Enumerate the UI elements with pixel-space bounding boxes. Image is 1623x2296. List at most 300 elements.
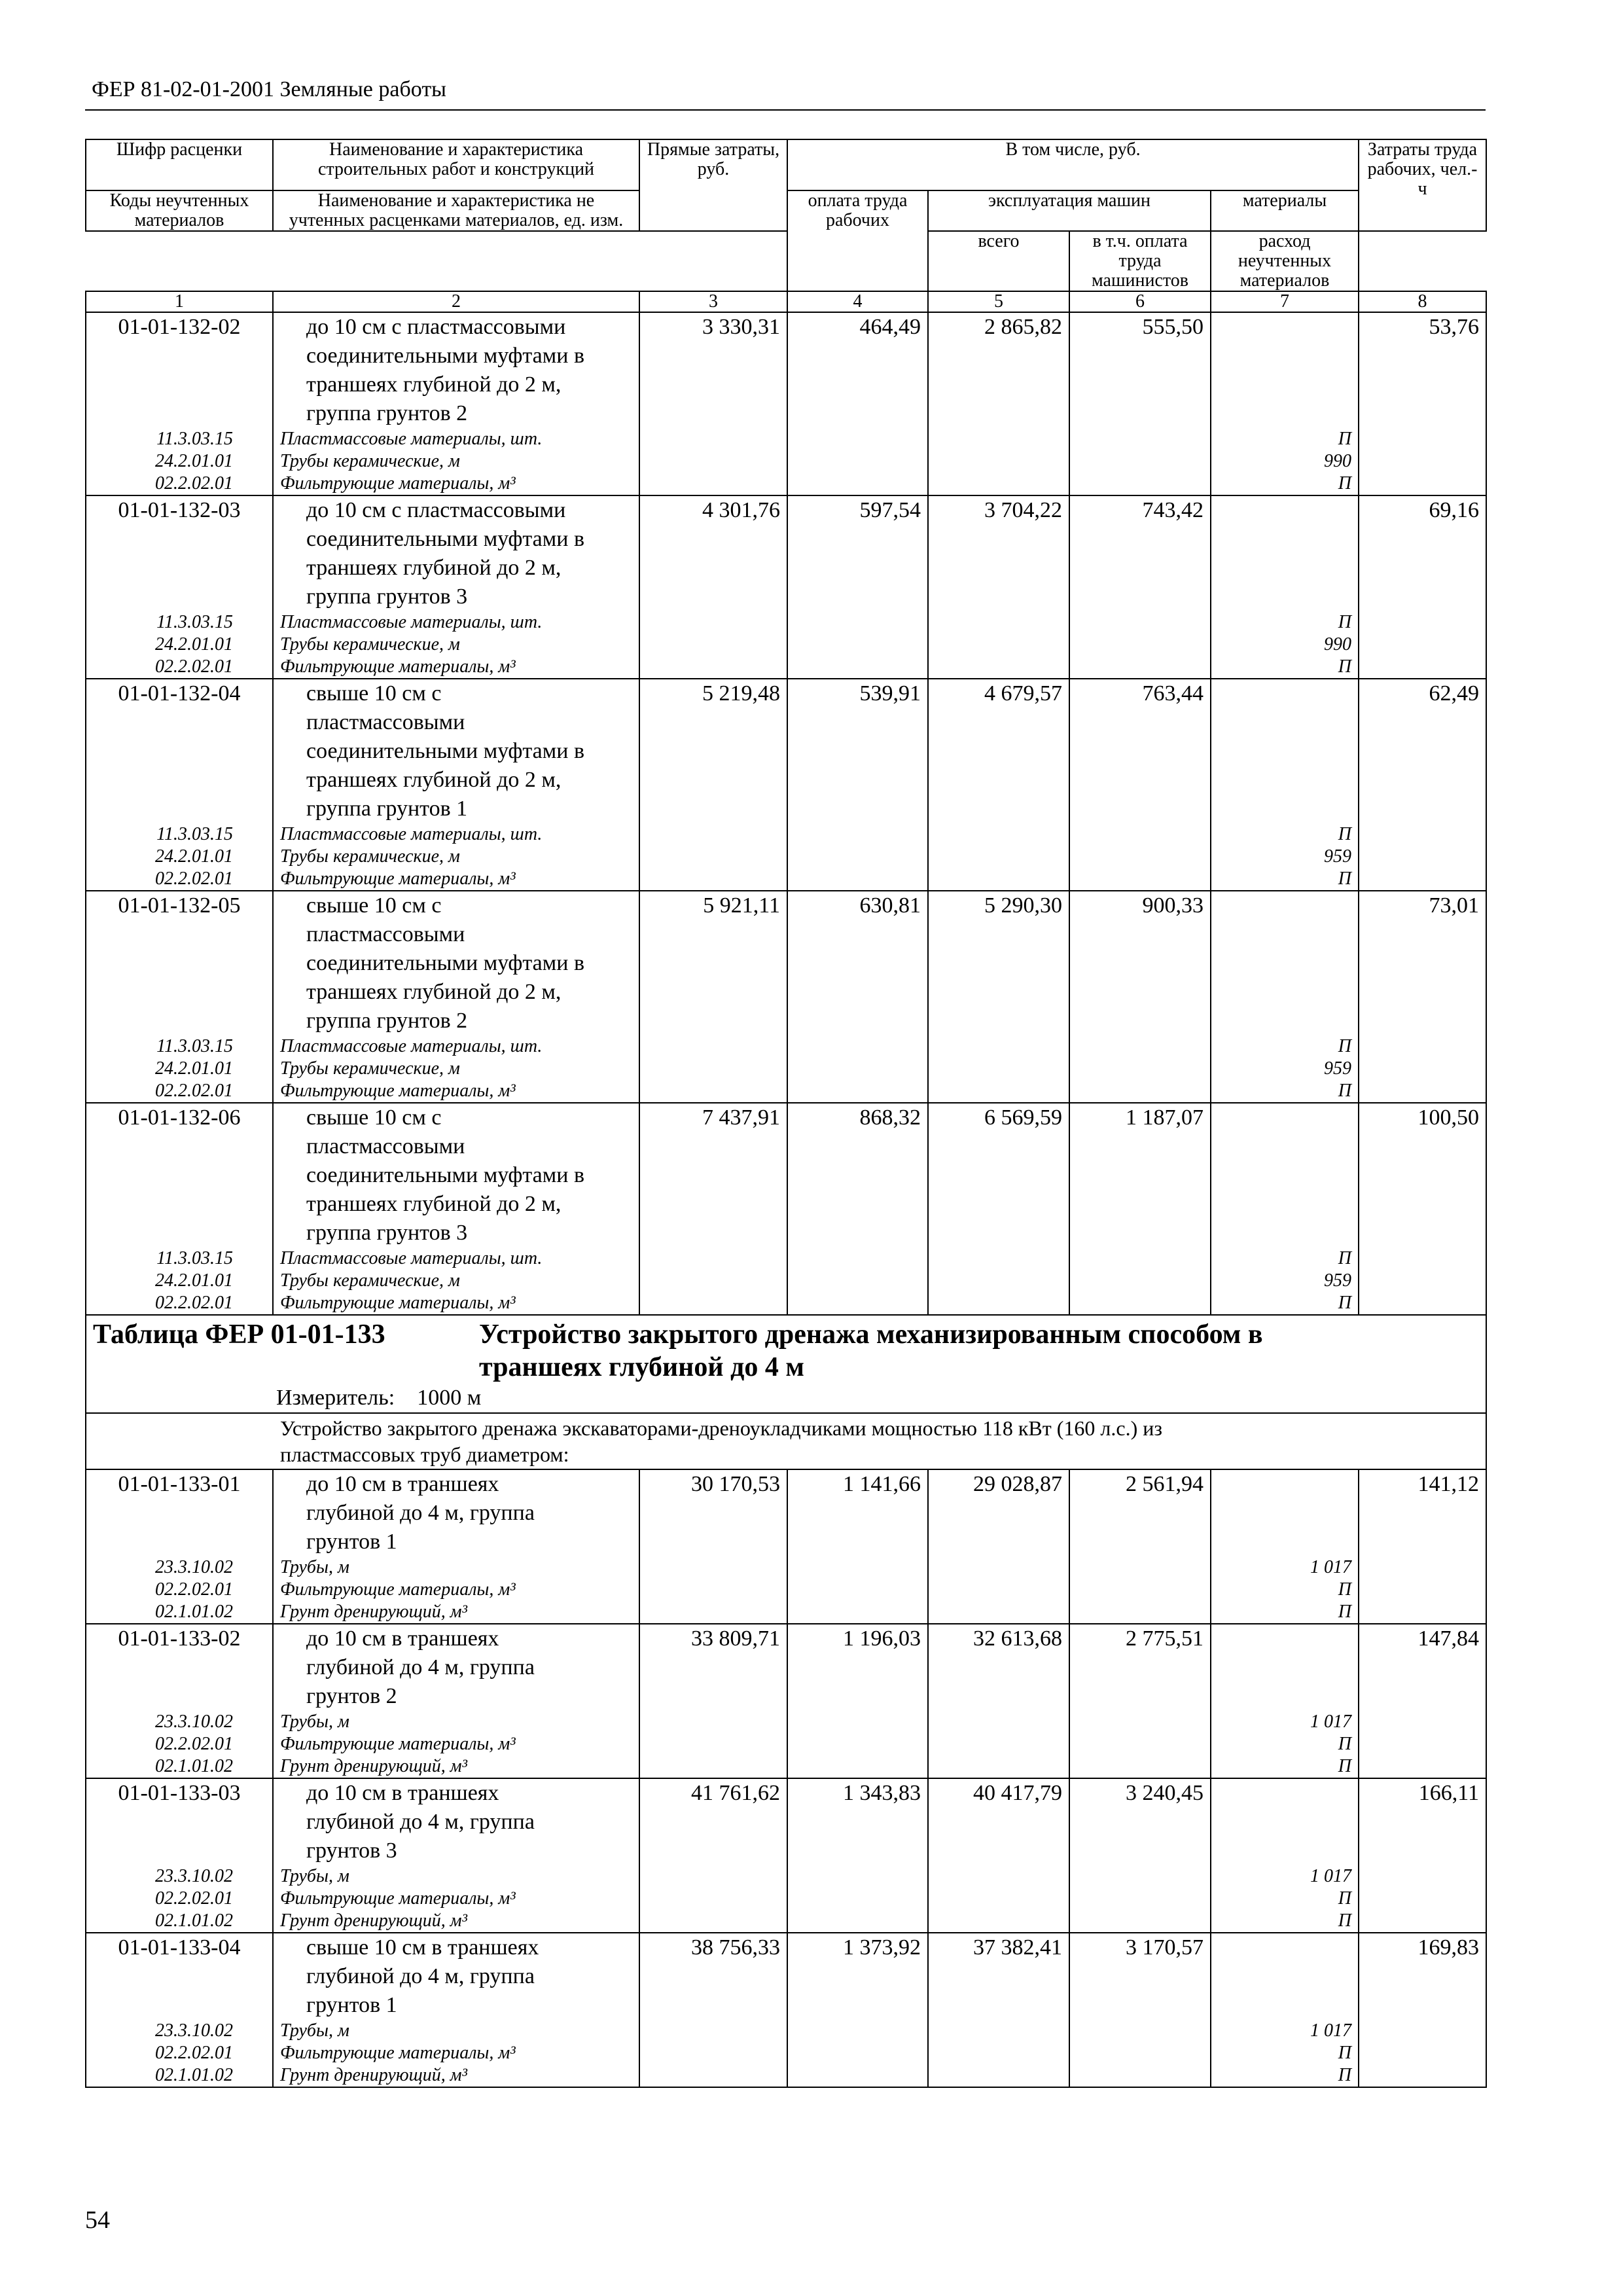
empty-cell xyxy=(639,2020,787,2042)
material-code: 24.2.01.01 xyxy=(86,1270,273,1292)
table-header xyxy=(86,139,1486,312)
material-quantity: П xyxy=(1211,1579,1359,1601)
machinists-pay-value: 900,33 xyxy=(1069,891,1211,1035)
direct-costs-value: 5 921,11 xyxy=(639,891,787,1035)
material-quantity: 1 017 xyxy=(1211,2020,1359,2042)
material-quantity: П xyxy=(1211,2064,1359,2087)
material-row xyxy=(86,1270,1486,1292)
direct-costs-value: 3 330,31 xyxy=(639,312,787,428)
worker-pay-value: 597,54 xyxy=(787,495,928,611)
rate-code: 01-01-133-04 xyxy=(86,1933,273,2020)
material-name: Пластмассовые материалы, шт. xyxy=(273,1247,639,1270)
empty-cell xyxy=(1359,1601,1486,1624)
empty-cell xyxy=(1359,1247,1486,1270)
empty-cell xyxy=(1359,2064,1486,2087)
direct-costs-value: 7 437,91 xyxy=(639,1103,787,1247)
rate-description-line: соединительными муфтами в xyxy=(306,527,585,551)
empty-cell xyxy=(1359,1556,1486,1579)
empty-cell xyxy=(787,1910,928,1933)
rate-description-line: группа грунтов 1 xyxy=(306,797,468,821)
material-code: 02.2.02.01 xyxy=(86,1080,273,1103)
empty-cell xyxy=(928,428,1069,450)
page-number: 54 xyxy=(85,2206,110,2234)
labor-hours-value: 73,01 xyxy=(1359,891,1486,1035)
material-quantity: П xyxy=(1211,1910,1359,1933)
material-name: Грунт дренирующий, м³ xyxy=(273,1910,639,1933)
material-quantity: П xyxy=(1211,611,1359,634)
empty-cell xyxy=(928,1888,1069,1910)
unaccounted-materials-cell xyxy=(1211,495,1359,611)
empty-cell xyxy=(1359,1058,1486,1080)
empty-cell xyxy=(787,1247,928,1270)
empty-cell xyxy=(1359,611,1486,634)
labor-hours-value: 141,12 xyxy=(1359,1469,1486,1556)
empty-cell xyxy=(928,1292,1069,1315)
empty-cell xyxy=(1069,450,1211,473)
empty-cell xyxy=(928,1247,1069,1270)
material-quantity: 1 017 xyxy=(1211,1556,1359,1579)
material-code: 02.1.01.02 xyxy=(86,1910,273,1933)
material-row xyxy=(86,1601,1486,1624)
rate-description xyxy=(273,679,639,823)
empty-cell xyxy=(787,1601,928,1624)
rate-row xyxy=(86,312,1486,428)
material-row xyxy=(86,2020,1486,2042)
material-row xyxy=(86,1035,1486,1058)
material-name: Пластмассовые материалы, шт. xyxy=(273,428,639,450)
machinists-pay-value: 555,50 xyxy=(1069,312,1211,428)
unaccounted-materials-cell xyxy=(1211,679,1359,823)
material-quantity: 959 xyxy=(1211,1270,1359,1292)
column-number: 5 xyxy=(928,291,1069,312)
header-machines: эксплуатация машин xyxy=(928,190,1211,231)
direct-costs-value: 33 809,71 xyxy=(639,1624,787,1711)
machinists-pay-value: 3 240,45 xyxy=(1069,1778,1211,1865)
empty-cell xyxy=(639,1865,787,1888)
empty-cell xyxy=(787,634,928,656)
rate-code: 01-01-133-03 xyxy=(86,1778,273,1865)
empty-cell xyxy=(1359,1292,1486,1315)
header-machinists-pay: в т.ч. оплата труда машинистов xyxy=(1069,231,1211,291)
empty-cell xyxy=(787,2020,928,2042)
material-name: Фильтрующие материалы, м³ xyxy=(273,2042,639,2064)
section-table-label: Таблица ФЕР 01-01-133 xyxy=(93,1319,385,1350)
material-row xyxy=(86,2042,1486,2064)
empty-cell xyxy=(928,1910,1069,1933)
unaccounted-materials-cell xyxy=(1211,1103,1359,1247)
unaccounted-materials-cell xyxy=(1211,1469,1359,1556)
rate-description xyxy=(273,1469,639,1556)
rate-code: 01-01-133-01 xyxy=(86,1469,273,1556)
material-code: 02.2.02.01 xyxy=(86,868,273,891)
empty-cell xyxy=(1359,1910,1486,1933)
material-code: 24.2.01.01 xyxy=(86,846,273,868)
material-quantity: 1 017 xyxy=(1211,1711,1359,1733)
empty-cell xyxy=(639,611,787,634)
material-name: Фильтрующие материалы, м³ xyxy=(273,1733,639,1755)
rate-description-line: траншеях глубиной до 2 м, xyxy=(306,556,562,580)
material-code: 11.3.03.15 xyxy=(86,823,273,846)
empty-cell xyxy=(1359,823,1486,846)
header-materials: материалы xyxy=(1211,190,1359,231)
header-unaccounted-materials: расход неучтенных материалов xyxy=(1211,231,1359,291)
material-quantity: 959 xyxy=(1211,846,1359,868)
rate-description-line: глубиной до 4 м, группа xyxy=(306,1810,535,1834)
rates-group-133 xyxy=(86,1469,1486,2087)
empty-cell xyxy=(787,1733,928,1755)
column-number: 4 xyxy=(787,291,928,312)
rate-description-line: траншеях глубиной до 2 м, xyxy=(306,372,562,397)
empty-cell xyxy=(639,1292,787,1315)
material-code: 02.2.02.01 xyxy=(86,473,273,495)
material-name: Фильтрующие материалы, м³ xyxy=(273,1888,639,1910)
column-number: 7 xyxy=(1211,291,1359,312)
empty-cell xyxy=(1069,868,1211,891)
empty-cell xyxy=(639,634,787,656)
empty-cell xyxy=(928,868,1069,891)
rate-code: 01-01-132-04 xyxy=(86,679,273,823)
empty-cell xyxy=(928,1579,1069,1601)
material-code: 23.3.10.02 xyxy=(86,1556,273,1579)
rate-row xyxy=(86,1624,1486,1711)
empty-cell xyxy=(639,1755,787,1778)
material-name: Грунт дренирующий, м³ xyxy=(273,1601,639,1624)
material-code: 02.1.01.02 xyxy=(86,1601,273,1624)
material-quantity: П xyxy=(1211,868,1359,891)
material-row xyxy=(86,1888,1486,1910)
labor-hours-value: 100,50 xyxy=(1359,1103,1486,1247)
empty-cell xyxy=(1359,2020,1486,2042)
header-work-name: Наименование и характеристика строительных работ и конструкций xyxy=(273,139,639,190)
rate-description xyxy=(273,1933,639,2020)
material-quantity: П xyxy=(1211,1888,1359,1910)
header-worker-pay: оплата труда рабочих xyxy=(787,190,928,291)
material-name: Фильтрующие материалы, м³ xyxy=(273,1579,639,1601)
section-133-header xyxy=(86,1315,1486,1469)
material-row xyxy=(86,1865,1486,1888)
empty-cell xyxy=(787,823,928,846)
empty-cell xyxy=(639,1579,787,1601)
empty-cell xyxy=(928,2042,1069,2064)
machinists-pay-value: 743,42 xyxy=(1069,495,1211,611)
labor-hours-value: 53,76 xyxy=(1359,312,1486,428)
empty-cell xyxy=(787,1058,928,1080)
empty-cell xyxy=(1359,1755,1486,1778)
empty-cell xyxy=(639,2064,787,2087)
header-rule xyxy=(85,109,1486,111)
direct-costs-value: 41 761,62 xyxy=(639,1778,787,1865)
measure-label: Измеритель: xyxy=(276,1386,395,1410)
material-code: 24.2.01.01 xyxy=(86,634,273,656)
rate-description xyxy=(273,1624,639,1711)
material-row xyxy=(86,2064,1486,2087)
material-quantity: П xyxy=(1211,2042,1359,2064)
material-code: 02.1.01.02 xyxy=(86,2064,273,2087)
empty-cell xyxy=(787,2042,928,2064)
empty-cell xyxy=(1069,1080,1211,1103)
empty-cell xyxy=(639,1888,787,1910)
material-name: Фильтрующие материалы, м³ xyxy=(273,656,639,679)
empty-cell xyxy=(928,634,1069,656)
material-quantity: П xyxy=(1211,1601,1359,1624)
material-row xyxy=(86,1579,1486,1601)
empty-cell xyxy=(928,656,1069,679)
empty-cell xyxy=(1069,656,1211,679)
direct-costs-value: 4 301,76 xyxy=(639,495,787,611)
rate-row xyxy=(86,1778,1486,1865)
rate-description-line: грунтов 1 xyxy=(306,1530,397,1554)
empty-cell xyxy=(787,1865,928,1888)
worker-pay-value: 1 196,03 xyxy=(787,1624,928,1711)
machinists-pay-value: 2 775,51 xyxy=(1069,1624,1211,1711)
rate-description xyxy=(273,312,639,428)
material-quantity: П xyxy=(1211,473,1359,495)
rate-description-line: соединительными муфтами в xyxy=(306,951,585,975)
material-row xyxy=(86,1733,1486,1755)
empty-cell xyxy=(1359,1865,1486,1888)
empty-cell xyxy=(787,1035,928,1058)
direct-costs-value: 38 756,33 xyxy=(639,1933,787,2020)
rate-description-line: свыше 10 см с xyxy=(306,681,442,706)
material-code: 02.2.02.01 xyxy=(86,1579,273,1601)
worker-pay-value: 630,81 xyxy=(787,891,928,1035)
rate-row xyxy=(86,1103,1486,1247)
empty-cell xyxy=(928,450,1069,473)
material-name: Фильтрующие материалы, м³ xyxy=(273,1080,639,1103)
material-row xyxy=(86,1292,1486,1315)
labor-hours-value: 69,16 xyxy=(1359,495,1486,611)
empty-cell xyxy=(1069,2020,1211,2042)
machinists-pay-value: 2 561,94 xyxy=(1069,1469,1211,1556)
empty-cell xyxy=(639,868,787,891)
empty-cell xyxy=(1069,611,1211,634)
section-title-line2: траншеях глубиной до 4 м xyxy=(479,1352,804,1382)
empty-cell xyxy=(639,1733,787,1755)
material-code: 11.3.03.15 xyxy=(86,428,273,450)
empty-cell xyxy=(639,473,787,495)
empty-cell xyxy=(1359,1711,1486,1733)
intro-line1: Устройство закрытого дренажа экскаваторами-дреноукладчиками мощностью 118 кВт (160 л.с.) из xyxy=(280,1416,1162,1440)
empty-cell xyxy=(928,1733,1069,1755)
empty-cell xyxy=(1069,2042,1211,2064)
worker-pay-value: 1 373,92 xyxy=(787,1933,928,2020)
rate-row xyxy=(86,1469,1486,1556)
material-quantity: П xyxy=(1211,428,1359,450)
empty-cell xyxy=(787,2064,928,2087)
empty-cell xyxy=(1069,1888,1211,1910)
material-row xyxy=(86,428,1486,450)
rate-description-line: группа грунтов 2 xyxy=(306,1009,468,1033)
empty-cell xyxy=(1359,1080,1486,1103)
header-including: В том числе, руб. xyxy=(787,139,1359,190)
empty-cell xyxy=(1359,450,1486,473)
labor-hours-value: 169,83 xyxy=(1359,1933,1486,2020)
header-labor-hours: Затраты труда рабочих, чел.-ч xyxy=(1359,139,1486,231)
material-quantity: П xyxy=(1211,1733,1359,1755)
material-code: 11.3.03.15 xyxy=(86,1035,273,1058)
measure-value: 1000 м xyxy=(417,1386,482,1410)
empty-cell xyxy=(1069,846,1211,868)
empty-cell xyxy=(928,473,1069,495)
material-name: Грунт дренирующий, м³ xyxy=(273,1755,639,1778)
empty-cell xyxy=(639,846,787,868)
material-name: Фильтрующие материалы, м³ xyxy=(273,868,639,891)
empty-cell xyxy=(639,1058,787,1080)
labor-hours-value: 62,49 xyxy=(1359,679,1486,823)
rate-description-line: до 10 см в траншеях xyxy=(306,1626,499,1651)
material-row xyxy=(86,1080,1486,1103)
material-name: Трубы керамические, м xyxy=(273,846,639,868)
empty-cell xyxy=(1069,1035,1211,1058)
empty-cell xyxy=(639,1556,787,1579)
empty-cell xyxy=(1069,1247,1211,1270)
empty-cell xyxy=(639,1910,787,1933)
header-code: Шифр расценки xyxy=(86,139,273,190)
rate-description-line: соединительными муфтами в xyxy=(306,1163,585,1187)
material-code: 02.2.02.01 xyxy=(86,2042,273,2064)
material-quantity: 990 xyxy=(1211,450,1359,473)
material-row xyxy=(86,473,1486,495)
empty-cell xyxy=(928,846,1069,868)
unaccounted-materials-cell xyxy=(1211,312,1359,428)
unaccounted-materials-cell xyxy=(1211,1624,1359,1711)
rate-description-line: грунтов 3 xyxy=(306,1839,397,1863)
empty-cell xyxy=(639,1035,787,1058)
rate-description xyxy=(273,495,639,611)
machines-total-value: 29 028,87 xyxy=(928,1469,1069,1556)
machinists-pay-value: 1 187,07 xyxy=(1069,1103,1211,1247)
machines-total-value: 37 382,41 xyxy=(928,1933,1069,2020)
empty-cell xyxy=(928,1058,1069,1080)
material-name: Трубы, м xyxy=(273,1711,639,1733)
empty-cell xyxy=(928,2064,1069,2087)
empty-cell xyxy=(1069,1865,1211,1888)
empty-cell xyxy=(928,823,1069,846)
empty-cell xyxy=(639,823,787,846)
material-code: 23.3.10.02 xyxy=(86,1711,273,1733)
machines-total-value: 3 704,22 xyxy=(928,495,1069,611)
rate-description-line: грунтов 1 xyxy=(306,1993,397,2017)
worker-pay-value: 868,32 xyxy=(787,1103,928,1247)
empty-cell xyxy=(1359,868,1486,891)
header-machines-total: всего xyxy=(928,231,1069,291)
empty-cell xyxy=(928,1755,1069,1778)
material-quantity: П xyxy=(1211,1080,1359,1103)
labor-hours-value: 166,11 xyxy=(1359,1778,1486,1865)
column-number: 3 xyxy=(639,291,787,312)
rates-group-132 xyxy=(86,312,1486,1315)
rate-code: 01-01-132-03 xyxy=(86,495,273,611)
material-row xyxy=(86,868,1486,891)
material-name: Трубы, м xyxy=(273,1865,639,1888)
empty-cell xyxy=(928,2020,1069,2042)
empty-cell xyxy=(1069,1292,1211,1315)
rates-table xyxy=(85,139,1487,2088)
material-row xyxy=(86,823,1486,846)
rate-description xyxy=(273,1103,639,1247)
empty-cell xyxy=(787,428,928,450)
material-quantity: П xyxy=(1211,1035,1359,1058)
material-code: 02.2.02.01 xyxy=(86,1292,273,1315)
empty-cell xyxy=(1359,1579,1486,1601)
machinists-pay-value: 3 170,57 xyxy=(1069,1933,1211,2020)
material-quantity: П xyxy=(1211,1247,1359,1270)
empty-cell xyxy=(1359,1888,1486,1910)
rate-row xyxy=(86,495,1486,611)
worker-pay-value: 539,91 xyxy=(787,679,928,823)
section-title-line1: Устройство закрытого дренажа механизированным способом в xyxy=(479,1319,1263,1350)
empty-cell xyxy=(787,1711,928,1733)
empty-cell xyxy=(787,868,928,891)
material-code: 02.1.01.02 xyxy=(86,1755,273,1778)
material-code: 11.3.03.15 xyxy=(86,611,273,634)
rate-code: 01-01-133-02 xyxy=(86,1624,273,1711)
material-quantity: П xyxy=(1211,1755,1359,1778)
material-code: 02.2.02.01 xyxy=(86,656,273,679)
column-number: 2 xyxy=(273,291,639,312)
rate-description-line: траншеях глубиной до 2 м, xyxy=(306,980,562,1004)
rate-description xyxy=(273,891,639,1035)
rate-description-line: соединительными муфтами в xyxy=(306,739,585,763)
empty-cell xyxy=(1069,473,1211,495)
rate-description-line: до 10 см с пластмассовыми xyxy=(306,315,566,339)
empty-cell xyxy=(1069,634,1211,656)
empty-cell xyxy=(1069,1711,1211,1733)
material-name: Трубы керамические, м xyxy=(273,1270,639,1292)
empty-cell xyxy=(1359,2042,1486,2064)
material-name: Пластмассовые материалы, шт. xyxy=(273,823,639,846)
rate-description-line: группа грунтов 3 xyxy=(306,1221,468,1245)
material-row xyxy=(86,450,1486,473)
empty-cell xyxy=(1069,1058,1211,1080)
machines-total-value: 2 865,82 xyxy=(928,312,1069,428)
rate-description-line: соединительными муфтами в xyxy=(306,344,585,368)
material-row xyxy=(86,1556,1486,1579)
empty-cell xyxy=(639,656,787,679)
rate-description-line: пластмассовыми xyxy=(306,922,465,946)
material-code: 02.2.02.01 xyxy=(86,1733,273,1755)
column-number: 6 xyxy=(1069,291,1211,312)
material-name: Фильтрующие материалы, м³ xyxy=(273,473,639,495)
rate-row xyxy=(86,679,1486,823)
empty-cell xyxy=(787,1270,928,1292)
rate-description-line: грунтов 2 xyxy=(306,1684,397,1708)
material-name: Трубы, м xyxy=(273,2020,639,2042)
material-row xyxy=(86,1910,1486,1933)
empty-cell xyxy=(639,1247,787,1270)
material-name: Трубы керамические, м xyxy=(273,634,639,656)
material-code: 23.3.10.02 xyxy=(86,1865,273,1888)
rate-description-line: свыше 10 см с xyxy=(306,893,442,918)
rate-description-line: группа грунтов 3 xyxy=(306,584,468,609)
empty-cell xyxy=(928,1556,1069,1579)
empty-cell xyxy=(1359,656,1486,679)
material-code: 23.3.10.02 xyxy=(86,2020,273,2042)
empty-cell xyxy=(928,1865,1069,1888)
intro-line2: пластмассовых труб диаметром: xyxy=(280,1443,569,1466)
material-row xyxy=(86,634,1486,656)
unaccounted-materials-cell xyxy=(1211,1933,1359,2020)
column-number: 1 xyxy=(86,291,273,312)
labor-hours-value: 147,84 xyxy=(1359,1624,1486,1711)
empty-cell xyxy=(928,1080,1069,1103)
rate-description-line: глубиной до 4 м, группа xyxy=(306,1964,535,1988)
rate-code: 01-01-132-06 xyxy=(86,1103,273,1247)
worker-pay-value: 464,49 xyxy=(787,312,928,428)
material-name: Трубы керамические, м xyxy=(273,1058,639,1080)
empty-cell xyxy=(639,1711,787,1733)
material-row xyxy=(86,656,1486,679)
